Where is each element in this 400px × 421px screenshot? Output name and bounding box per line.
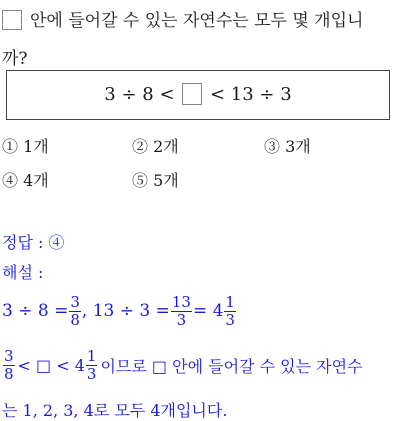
answer-value: ④ [48, 233, 65, 252]
fraction-denominator: 8 [70, 310, 80, 329]
option-marker: ③ [264, 137, 281, 156]
answer-line [2, 230, 65, 253]
option-label: 2개 [153, 137, 179, 156]
fraction-1-3-inline [86, 346, 98, 383]
option-marker: ② [132, 137, 149, 156]
fraction-13-3 [171, 292, 192, 329]
question-line-2: 까? [2, 49, 28, 69]
option-label: 4개 [23, 171, 49, 190]
solution-line-3: 는 1, 2, 3, 4로 모두 4개입니다. [2, 401, 228, 420]
expression-blank-box [182, 83, 202, 105]
expression-left: 3 ÷ 8 < [104, 84, 175, 105]
fraction-numerator: 1 [86, 346, 97, 365]
option-marker: ④ [2, 171, 19, 190]
eq-text-a: 3 ÷ 8 = [2, 301, 69, 321]
option-label: 3개 [285, 137, 311, 156]
solution-line-2 [2, 344, 363, 386]
expression-right: < 13 ÷ 3 [210, 84, 292, 105]
option-label: 5개 [153, 171, 179, 190]
expression-box [6, 70, 390, 120]
answer-label: 정답 : [2, 233, 44, 252]
fraction-3-8 [69, 292, 81, 329]
option-5[interactable] [132, 168, 179, 191]
solution-label: 해설 : [2, 263, 44, 282]
blank-box [2, 10, 22, 30]
fraction-denominator: 8 [4, 364, 14, 383]
option-marker: ⑤ [132, 171, 149, 190]
option-3[interactable] [264, 134, 311, 157]
line2-text: 이므로 □ 안에 들어갈 수 있는 자연수 [100, 356, 363, 376]
fraction-1-3 [224, 292, 236, 329]
fraction-numerator: 1 [225, 292, 235, 311]
option-2[interactable] [132, 134, 179, 157]
fraction-denominator: 3 [225, 310, 235, 329]
solution-equation-1 [2, 290, 237, 332]
option-marker: ① [2, 137, 19, 156]
option-1[interactable] [2, 134, 49, 157]
option-4[interactable] [2, 168, 49, 191]
eq-text-sep: , 13 ÷ 3 = [81, 301, 170, 321]
fraction-numerator: 3 [70, 292, 80, 311]
option-label: 1개 [23, 137, 49, 156]
fraction-denominator: 3 [176, 310, 187, 329]
question-line-1 [2, 6, 363, 31]
line2-mid: < □ < 4 [17, 355, 85, 375]
fraction-numerator: 3 [4, 346, 14, 365]
question-text-1: 안에 들어갈 수 있는 자연수는 모두 몇 개입니 [30, 11, 364, 31]
fraction-3-8-inline [3, 346, 15, 383]
eq-text-eq: = 4 [192, 301, 224, 321]
fraction-numerator: 13 [171, 292, 191, 311]
fraction-denominator: 3 [86, 364, 97, 383]
